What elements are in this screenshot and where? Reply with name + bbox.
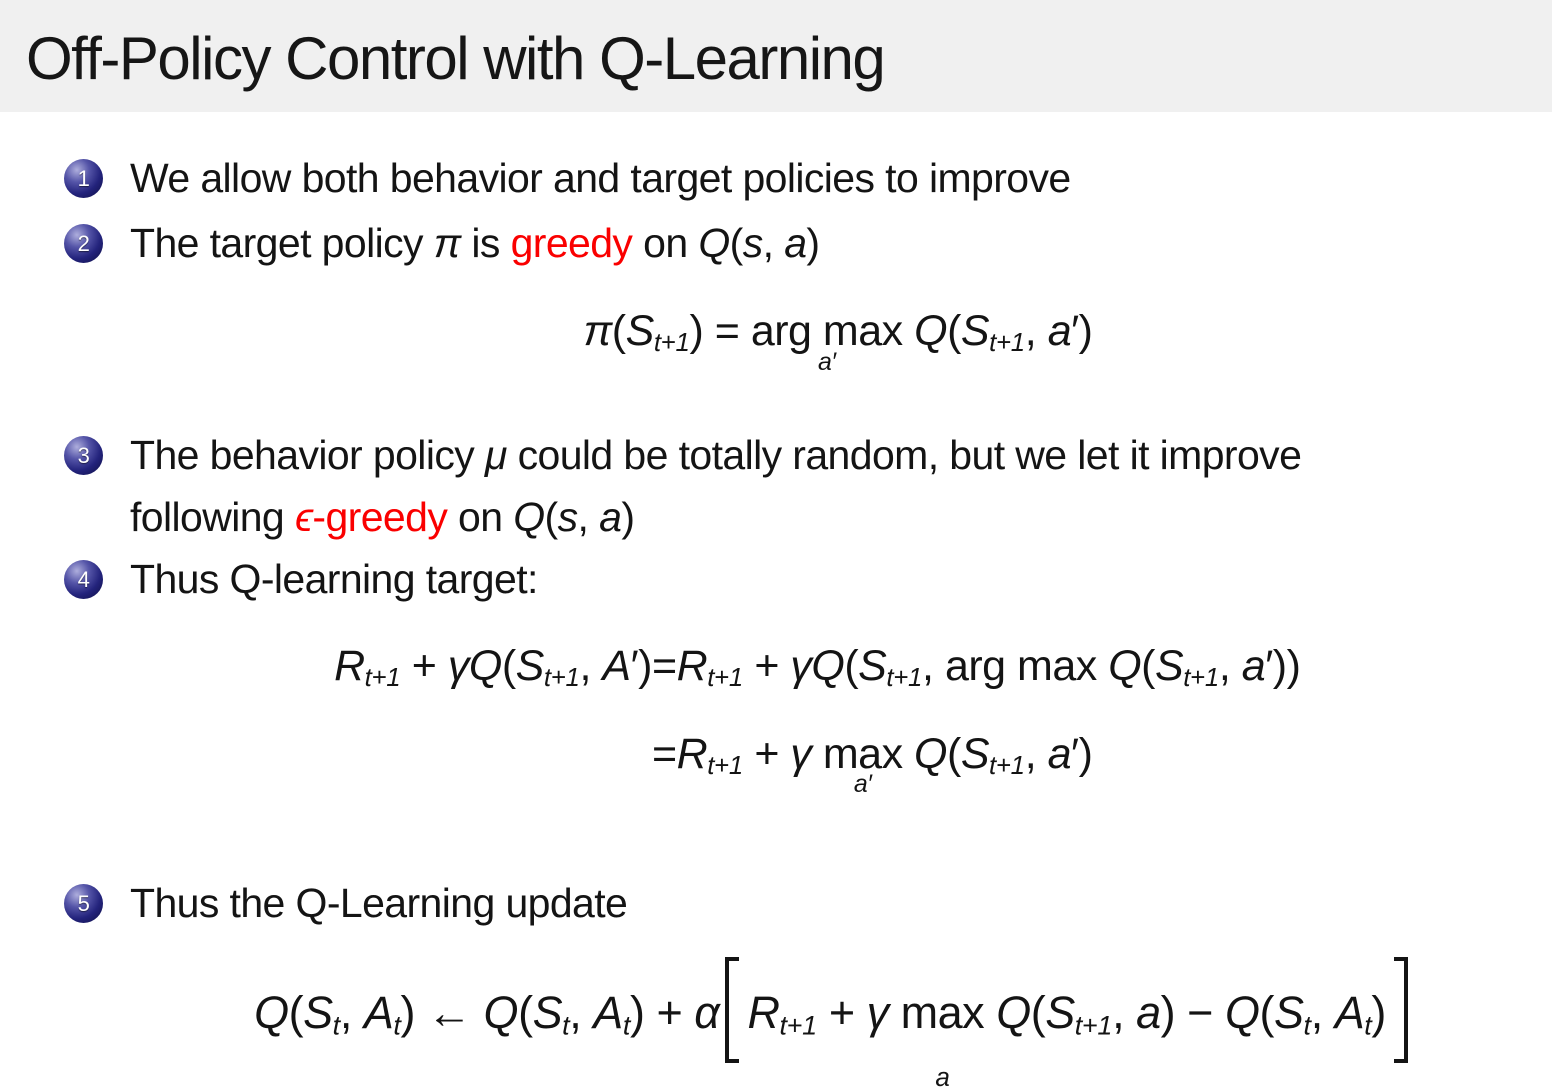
math-token: is — [460, 220, 511, 266]
math-token: , arg max — [922, 642, 1109, 690]
math-token: a — [784, 220, 807, 266]
slide-header — [0, 0, 1552, 112]
math-token: s — [742, 220, 763, 266]
equation-greedy-policy — [0, 298, 1552, 376]
math-token: R — [676, 642, 708, 690]
math-token: ) = — [689, 307, 751, 355]
math-token: ) + — [630, 987, 695, 1038]
math-token: + — [742, 642, 791, 690]
math-under-operator: max a′ — [822, 730, 903, 799]
math-token: ) — [1371, 987, 1386, 1038]
math-token: ′) — [630, 642, 652, 690]
list-item-1 — [64, 147, 1071, 209]
math-token: t — [1303, 1010, 1311, 1041]
math-token: ) — [806, 220, 820, 266]
math-token: Q — [914, 307, 948, 355]
math-token: ′) — [1071, 307, 1093, 355]
math-token: -greedy — [312, 494, 448, 540]
math-token: S — [532, 987, 563, 1038]
math-token: Q — [254, 987, 289, 1038]
equation-target-line-2-rhs — [652, 722, 1552, 798]
math-token: ( — [501, 642, 516, 690]
math-token: a — [1136, 987, 1161, 1038]
math-token: A — [602, 642, 631, 690]
math-token: t+1 — [1074, 1010, 1113, 1041]
math-token: S — [303, 987, 333, 1038]
list-item-5-text — [130, 872, 627, 934]
math-token: t+1 — [989, 752, 1025, 781]
math-token: S — [960, 307, 990, 355]
math-token: γ — [790, 642, 812, 690]
right-bracket — [1394, 957, 1408, 1063]
math-token: ) ← — [400, 987, 484, 1038]
math-token: R — [334, 642, 365, 690]
math-token: s — [557, 494, 578, 540]
math-token: Q — [914, 730, 947, 779]
math-token: , — [1112, 987, 1137, 1038]
math-token — [903, 730, 914, 778]
list-item-3-text — [130, 424, 1301, 548]
math-token: a — [1241, 642, 1266, 690]
math-token: S — [858, 642, 887, 690]
math-token: ( — [518, 987, 533, 1038]
math-token: t+1 — [364, 664, 401, 693]
math-token — [811, 730, 822, 778]
math-token: t — [562, 1010, 570, 1041]
math-token: S — [960, 730, 989, 779]
math-token: S — [515, 642, 544, 690]
math-token: + — [816, 987, 867, 1038]
list-item-2-text — [130, 212, 819, 274]
math-token — [903, 307, 914, 355]
math-token: , — [1310, 987, 1335, 1038]
math-token: a — [1047, 307, 1072, 355]
math-token: ( — [729, 220, 743, 266]
math-token: on — [632, 220, 699, 266]
list-item-4 — [64, 548, 538, 610]
math-token: Q — [468, 642, 502, 690]
math-token: Thus Q-learning target: — [130, 556, 538, 602]
math-token: S — [625, 307, 654, 355]
bullet-ball-1: 1 — [64, 159, 103, 198]
math-token: ) — [621, 494, 635, 540]
math-token: A — [363, 987, 394, 1038]
math-token: ( — [1259, 987, 1274, 1038]
math-token: γ — [866, 987, 889, 1038]
math-token: A — [593, 987, 623, 1038]
list-item-2 — [64, 212, 819, 274]
math-token: t — [622, 1010, 631, 1041]
math-token: π — [433, 220, 461, 266]
page-title: Off-Policy Control with Q-Learning — [26, 24, 885, 92]
math-token: S — [1273, 987, 1304, 1038]
math-token: , — [1024, 307, 1048, 355]
list-item-1-text — [130, 147, 1071, 209]
math-token: Q — [698, 220, 730, 266]
math-token: t+1 — [707, 752, 743, 781]
math-token: π — [583, 307, 612, 355]
list-item-4-text — [130, 548, 538, 610]
math-token: on — [447, 494, 514, 540]
math-token: ) − — [1160, 987, 1225, 1038]
math-token: A — [1334, 987, 1365, 1038]
math-token: , — [339, 987, 364, 1038]
math-token: + — [742, 730, 791, 779]
math-token: , — [762, 220, 785, 266]
math-token: , — [1024, 730, 1048, 779]
math-token: ′)) — [1265, 642, 1301, 690]
math-token: The behavior policy — [130, 432, 485, 478]
math-token: t — [393, 1010, 401, 1041]
math-token: ( — [1030, 987, 1046, 1038]
math-token: = — [652, 730, 677, 779]
math-token: t+1 — [543, 664, 580, 693]
equation-q-learning-update — [0, 948, 1552, 1090]
math-token: ( — [946, 730, 961, 779]
math-token: μ — [484, 432, 507, 478]
list-item-3 — [64, 424, 1301, 548]
math-token: Q — [1108, 642, 1142, 690]
math-token: could be totally random, but we let it improve — [506, 432, 1302, 478]
math-token: , — [577, 494, 600, 540]
equation-target-line-1-rhs — [652, 634, 1552, 710]
list-item-5 — [64, 872, 627, 934]
math-token: S — [1155, 642, 1184, 690]
equation-target-line-2 — [0, 722, 1552, 798]
math-token: t+1 — [1183, 664, 1219, 693]
bullet-ball-4: 4 — [64, 560, 103, 599]
math-token: t+1 — [653, 329, 690, 358]
math-token: a — [599, 494, 622, 540]
math-token: t+1 — [989, 329, 1025, 358]
math-token: Q — [811, 642, 845, 690]
math-token: γ — [447, 642, 469, 690]
math-token: + — [400, 642, 448, 690]
math-under-operator: arg max a′ — [750, 307, 903, 377]
math-token: , — [569, 987, 594, 1038]
math-token: ( — [947, 307, 961, 355]
equation-target-line-2-lhs — [0, 722, 652, 798]
math-token: following — [130, 494, 295, 540]
equation-target-line-1-lhs — [0, 634, 652, 710]
math-token: S — [1045, 987, 1075, 1038]
bullet-ball-5: 5 — [64, 884, 103, 923]
math-token: ( — [611, 307, 626, 355]
math-token: Q — [483, 987, 519, 1038]
math-token: Q — [513, 494, 545, 540]
math-token: a — [1047, 730, 1072, 779]
math-token: γ — [790, 730, 812, 779]
math-token: t+1 — [886, 664, 923, 693]
equation-target-line-1 — [0, 634, 1552, 710]
math-token: R — [747, 987, 780, 1038]
math-token: ϵ — [294, 494, 313, 540]
math-token: , — [579, 642, 603, 690]
math-token: Q — [1224, 987, 1260, 1038]
math-token: t+1 — [779, 1010, 817, 1041]
math-token: Thus the Q-Learning update — [130, 880, 628, 926]
math-token: t+1 — [707, 664, 743, 693]
bullet-ball-3: 3 — [64, 436, 103, 475]
math-token: ( — [544, 494, 558, 540]
math-token: greedy — [510, 220, 633, 266]
math-under-operator: max a — [900, 987, 985, 1092]
left-bracket — [725, 957, 739, 1063]
math-token: α — [694, 987, 720, 1038]
math-token: t — [332, 1010, 340, 1041]
math-token: We allow both behavior and target policies to improve — [130, 155, 1071, 201]
math-token — [889, 987, 901, 1038]
bullet-ball-2: 2 — [64, 224, 103, 263]
math-token — [984, 987, 996, 1038]
math-token: ′) — [1071, 730, 1093, 779]
math-token: = — [652, 642, 677, 690]
math-token: ( — [288, 987, 304, 1038]
math-token: ( — [844, 642, 859, 690]
math-token: ( — [1141, 642, 1155, 690]
math-token: R — [676, 730, 708, 779]
math-token: The target policy — [130, 220, 434, 266]
math-token: , — [1218, 642, 1242, 690]
equation-q-learning-target — [0, 634, 1552, 798]
math-token: t — [1364, 1010, 1372, 1041]
math-token: Q — [996, 987, 1031, 1038]
